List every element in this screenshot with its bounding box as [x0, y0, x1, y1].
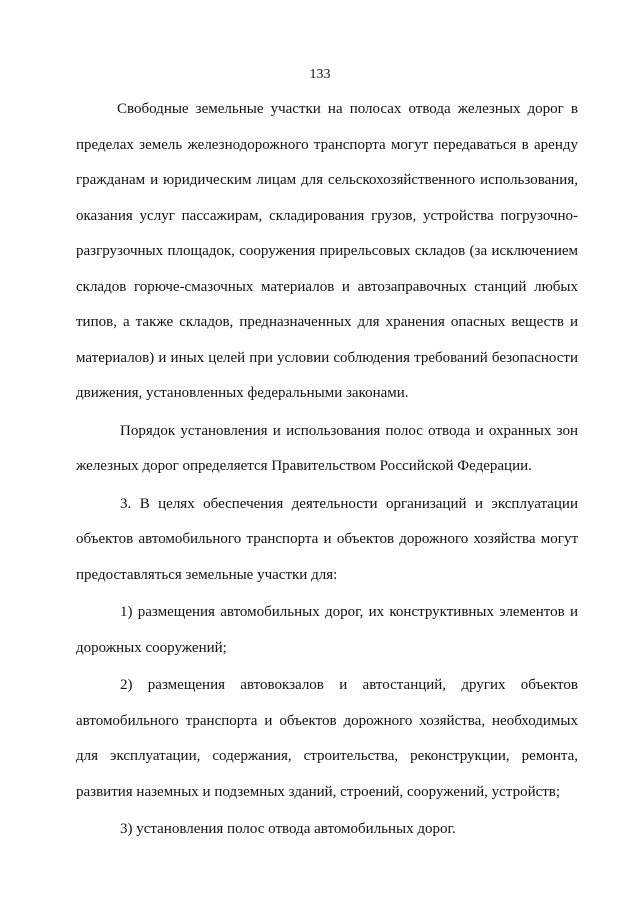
list-item-2: 2) размещения автовокзалов и автостанций, других объектов автомобильного транспорта и объектов дорожного хозяйства, необходимых для эксплуатации, содержания, строительства, реконструкции, ремонта, развития наземных и подземных зданий, строений, сооружений, устройств; [76, 677, 578, 800]
page-number: 133 [309, 67, 331, 82]
list-item-1: 1) размещения автомобильных дорог, их конструктивных элементов и дорожных сооружений; [76, 604, 578, 656]
list-item-3: 3) установления полос отвода автомобильных дорог. [120, 821, 456, 837]
paragraph-free-land-plots: Свободные земельные участки на полосах отвода железных дорог в пределах земель железнодорожного транспорта могут передаваться в аренду гражданам и юридическим лицам для сельскохозяйственного использования, оказания услуг пассажирам, складирования грузов, устройства погрузочно-разгрузочных площадок, сооружения прирельсовых складов (за исключением складов горюче-смазочных материалов и автозаправочных станций любых типов, а также складов, предназначенных для хранения опасных веществ и материалов) и иных целей при условии соблюдения требований безопасности движения, установленных федеральными законами. [76, 101, 578, 401]
document-body [76, 92, 578, 848]
paragraph-clause-3: 3. В целях обеспечения деятельности организаций и эксплуатации объектов автомобильного транспорта и объектов дорожного хозяйства могут предоставляться земельные участки для: [76, 495, 578, 583]
paragraph-procedure: Порядок установления и использования полос отвода и охранных зон железных дорог определяется Правительством Российской Федерации. [76, 422, 578, 474]
